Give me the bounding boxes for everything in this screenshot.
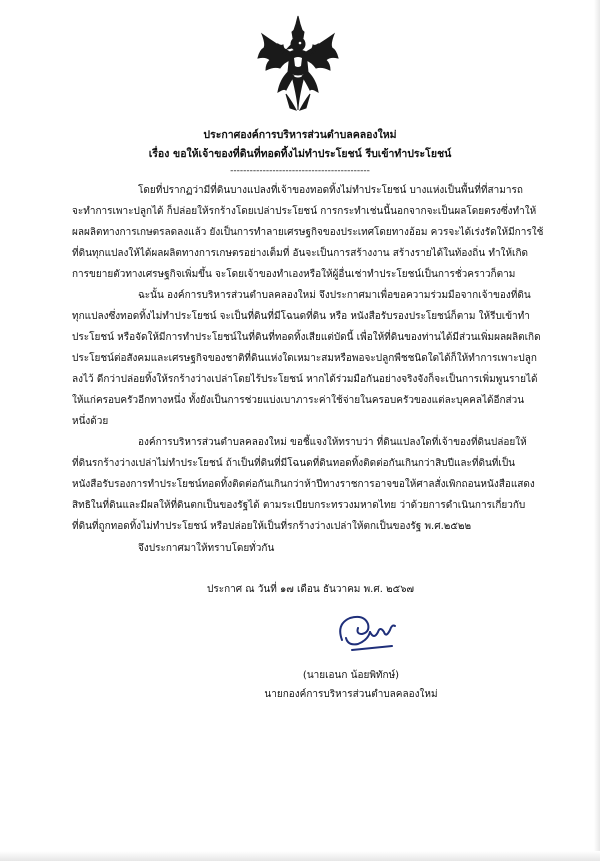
- paragraph-1-line: ผลผลิตทางการเกษตรลดลงแล้ว ยังเป็นการทำลายเศรษฐกิจของประเทศโดยทางอ้อม ควรจะได้เร่งรัดให้มีการใช้: [72, 227, 544, 238]
- closing-statement: จึงประกาศมาให้ทราบโดยทั่วกัน: [138, 543, 275, 554]
- paragraph-1-line: โดยที่ปรากฏว่ามีที่ดินบางแปลงที่เจ้าของทอดทิ้งไม่ทำประโยชน์ บางแห่งเป็นพื้นที่ที่สามารถ: [138, 185, 523, 196]
- paragraph-2-line: ประโยชน์ต่อสังคมและเศรษฐกิจของชาติที่ดินแห่งใดเหมาะสมหรือพอจะปลูกพืชชนิดใดได้ก็ให้ทำการเพาะปลูก: [72, 353, 537, 364]
- garuda-emblem: [256, 14, 340, 114]
- page-shadow-bottom: [0, 851, 600, 861]
- paragraph-3-line: สิทธิในที่ดินและมีผลให้ที่ดินตกเป็นของรัฐได้ ตามระเบียบกระทรวงมหาดไทย ว่าด้วยการดำเนินการเกี่ยวกับ: [72, 500, 526, 511]
- signature-mark: [332, 610, 398, 654]
- paragraph-1-line: การขยายตัวทางเศรษฐกิจเพิ่มขึ้น จะโดยเจ้าของทำเองหรือให้ผู้อื่นเช่าทำประโยชน์เป็นการชั่วคราวก็ตาม: [72, 269, 516, 280]
- paragraph-3-line: องค์การบริหารส่วนตำบลคลองใหม่ ขอชี้แจงให้ทราบว่า ที่ดินแปลงใดที่เจ้าของที่ดินปล่อยให้: [138, 437, 527, 448]
- signer-title: นายกองค์การบริหารส่วนตำบลคลองใหม่: [264, 689, 438, 700]
- paragraph-2-line: ประโยชน์ หรือจัดให้มีการทำประโยชน์ในที่ดินที่ทอดทิ้งเสียแต่บัดนี้ เพื่อให้ที่ดินของท่านได้มีส่วนเพิ่มผลผลิตเกิด: [72, 332, 541, 343]
- paragraph-1-line: จะทำการเพาะปลูกได้ ก็ปล่อยให้รกร้างโดยเปล่าประโยชน์ การกระทำเช่นนี้นอกจากจะเป็นผลโดยตรงซึ่งทำให้: [72, 206, 537, 217]
- paragraph-2-line: หนึ่งด้วย: [72, 416, 109, 427]
- paragraph-3-line: หนังสือรับรองการทำประโยชน์ทอดทิ้งติดต่อกันเกินกว่าห้าปีทางราชการอาจขอให้ศาลสั่งเพิกถอนหนังสือแสดง: [72, 479, 535, 490]
- paragraph-1-line: ที่ดินทุกแปลงให้ได้ผลผลิตทางการเกษตรอย่างเต็มที่ อันจะเป็นการสร้างงาน สร้างรายได้ในท้องถิ่น ทำให้เกิด: [72, 248, 528, 259]
- paragraph-3-line: ที่ดินที่ถูกทอดทิ้งไม่ทำประโยชน์ หรือปล่อยให้เป็นที่รกร้างว่างเปล่าให้ตกเป็นของรัฐ พ.ศ.๒๕๒๒: [72, 521, 472, 532]
- title-divider: -------------------------------------------: [230, 166, 370, 176]
- paragraph-2-line: ฉะนั้น องค์การบริหารส่วนตำบลคลองใหม่ จึงประกาศมาเพื่อขอความร่วมมือจากเจ้าของที่ดิน: [138, 290, 531, 301]
- signer-name: (นายเอนก น้อยพิทักษ์): [302, 670, 400, 681]
- paragraph-2-line: ลงไว้ ดีกว่าปล่อยทิ้งให้รกร้างว่างเปล่าโดยไร้ประโยชน์ หากได้ร่วมมือกันอย่างจริงจังก็จะเป็นการเพิ่มพูนรายได้: [72, 374, 538, 385]
- announcement-title: ประกาศองค์การบริหารส่วนตำบลคลองใหม่: [203, 129, 397, 141]
- announcement-date: ประกาศ ณ วันที่ ๑๗ เดือน ธันวาคม พ.ศ. ๒๕๖๗: [207, 584, 415, 595]
- announcement-subject: เรื่อง ขอให้เจ้าของที่ดินที่ทอดทิ้งไม่ทำประโยชน์ รีบเข้าทำประโยชน์: [148, 148, 452, 160]
- paragraph-2-line: ทุกแปลงซึ่งทอดทิ้งไม่ทำประโยชน์ จะเป็นที่ดินที่มีโฉนดที่ดิน หรือ หนังสือรับรองประโยชน์ก็ตาม ให้รีบเข้าทำ: [72, 311, 530, 322]
- paragraph-2-line: ให้แก่ครอบครัวอีกทางหนึ่ง ทั้งยังเป็นการช่วยแบ่งเบาภาระค่าใช้จ่ายในครอบครัวของแต่ละบุคคลได้อีกส่วน: [72, 395, 525, 406]
- paragraph-3-line: ที่ดินรกร้างว่างเปล่าไม่ทำประโยชน์ ถ้าเป็นที่ดินที่มีโฉนดที่ดินทอดทิ้งติดต่อกันเกินกว่าสิบปีและที่ดินที่เป็น: [72, 458, 515, 469]
